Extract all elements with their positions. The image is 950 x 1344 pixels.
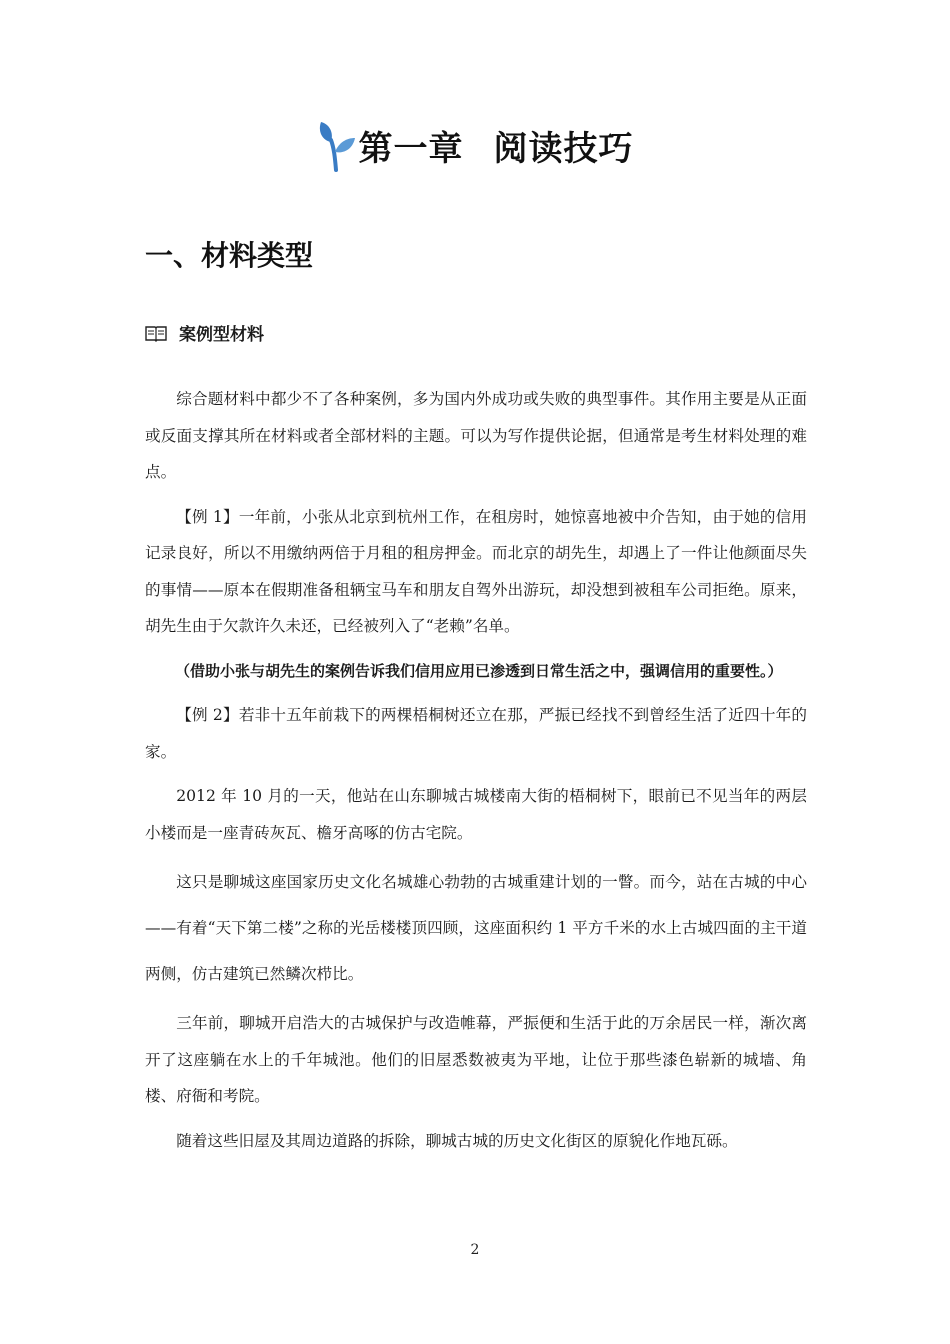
- subsection-label: 案例型材料: [179, 325, 264, 345]
- sprout-icon: [317, 118, 357, 172]
- page-number: 2: [470, 1242, 480, 1258]
- paragraph-example-1: 【例 1】一年前，小张从北京到杭州工作，在租房时，她惊喜地被中介告知，由于她的信用记录良好，所以不用缴纳两倍于月租的租房押金。而北京的胡先生，却遇上了一件让他颜面尽失的事情——原本在假期准备租辆宝马车和朋友自驾外出游玩，却没想到被租车公司拒绝。原来，胡先生由于欠款许久未还，已经被列入了“老赖”名单。: [145, 507, 807, 635]
- section-heading: 一、材料类型: [145, 239, 314, 272]
- paragraph-example-2-date: 2012 年 10 月的一天，他站在山东聊城古城楼南大街的梧桐树下，眼前已不见当年的两层小楼而是一座青砖灰瓦、檐牙高啄的仿古宅院。: [145, 787, 807, 842]
- subsection-heading: [145, 320, 264, 345]
- chapter-name: 阅读技巧: [493, 128, 634, 169]
- paragraph-example-2: 【例 2】若非十五年前栽下的两棵梧桐树还立在那，严振已经找不到曾经生活了近四十年的家。: [145, 706, 807, 761]
- body-text: [145, 381, 807, 1159]
- chapter-title: [0, 118, 950, 176]
- paragraph-example-2-demolition: 随着这些旧屋及其周边道路的拆除，聊城古城的历史文化街区的原貌化作地瓦砾。: [176, 1131, 738, 1150]
- paragraph-commentary: （借助小张与胡先生的案例告诉我们信用应用已渗透到日常生活之中，强调信用的重要性。）: [175, 661, 783, 680]
- chapter-number: 第一章: [358, 128, 464, 169]
- paragraph-example-2-city: 这只是聊城这座国家历史文化名城雄心勃勃的古城重建计划的一瞥。而今，站在古城的中心——有着“天下第二楼”之称的光岳楼楼顶四顾，这座面积约 1 平方千米的水上古城四面的主干道两侧，仿古建筑已然鳞次栉比。: [145, 873, 807, 983]
- book-icon: [145, 324, 167, 342]
- paragraph-example-2-history: 三年前，聊城开启浩大的古城保护与改造帷幕，严振便和生活于此的万余居民一样，渐次离开了这座躺在水上的千年城池。他们的旧屋悉数被夷为平地，让位于那些漆色崭新的城墙、角楼、府衙和考院。: [145, 1014, 807, 1105]
- paragraph-intro: 综合题材料中都少不了各种案例，多为国内外成功或失败的典型事件。其作用主要是从正面或反面支撑其所在材料或者全部材料的主题。可以为写作提供论据，但通常是考生材料处理的难点。: [145, 390, 807, 481]
